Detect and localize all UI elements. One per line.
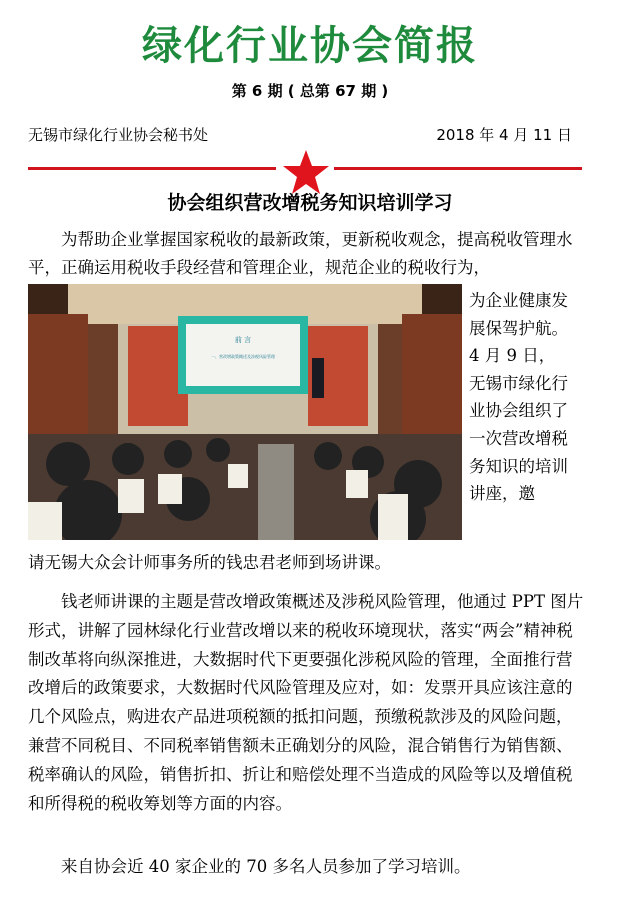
issue-date: 2018 年 4 月 11 日 xyxy=(436,126,572,144)
paragraph-intro: 为帮助企业掌握国家税收的最新政策，更新税收观念，提高税收管理水平，正确运用税收手段经营和管理企业，规范企业的税收行为， xyxy=(28,230,573,277)
training-photo xyxy=(28,284,462,540)
slide-title: 前 言 xyxy=(234,336,252,344)
slide-subtitle: 一、营改增政策概述及涉税风险管理 xyxy=(211,354,275,359)
paragraph-intro-wrap: 为企业健康发展保驾护航。4 月 9 日，无锡市绿化行业协会组织了一次营改增税务知识的培训讲座，邀 xyxy=(469,291,568,504)
masthead-title: 绿化行业协会简报 xyxy=(142,23,478,69)
publisher: 无锡市绿化行业协会秘书处 xyxy=(28,126,209,144)
article-headline: 协会组织营改增税务知识培训学习 xyxy=(167,192,453,214)
paragraph-attendance: 来自协会近 40 家企业的 70 多名人员参加了学习培训。 xyxy=(61,857,471,876)
paragraph-intro-tail: 请无锡大众会计师事务所的钱忠君老师到场讲课。 xyxy=(28,553,391,572)
divider-right xyxy=(334,167,582,170)
issue-number: 第 6 期 ( 总第 67 期 ) xyxy=(231,82,389,100)
divider-left xyxy=(28,167,276,170)
paragraph-lecture: 钱老师讲课的主题是营改增政策概述及涉税风险管理，他通过 PPT 图片形式，讲解了园林绿化行业营改增以来的税收环境现状，落实“两会”精神税制改革将向纵深推进，大数据时代下更要强化涉税风险的管理，全面推行营改增后的政策要求，大数据时代风险管理及应对，如：发票开具应该注意的几个风险点，购进农产品进项税额的抵扣问题，预缴税款涉及的风险问题，兼营不同税目、不同税率销售额未正确划分的风险，混合销售行为销售额、税率确认的风险，销售折扣、折让和赔偿处理不当造成的风险等以及增值税和所得税的税收筹划等方面的内容。 xyxy=(28,592,584,813)
